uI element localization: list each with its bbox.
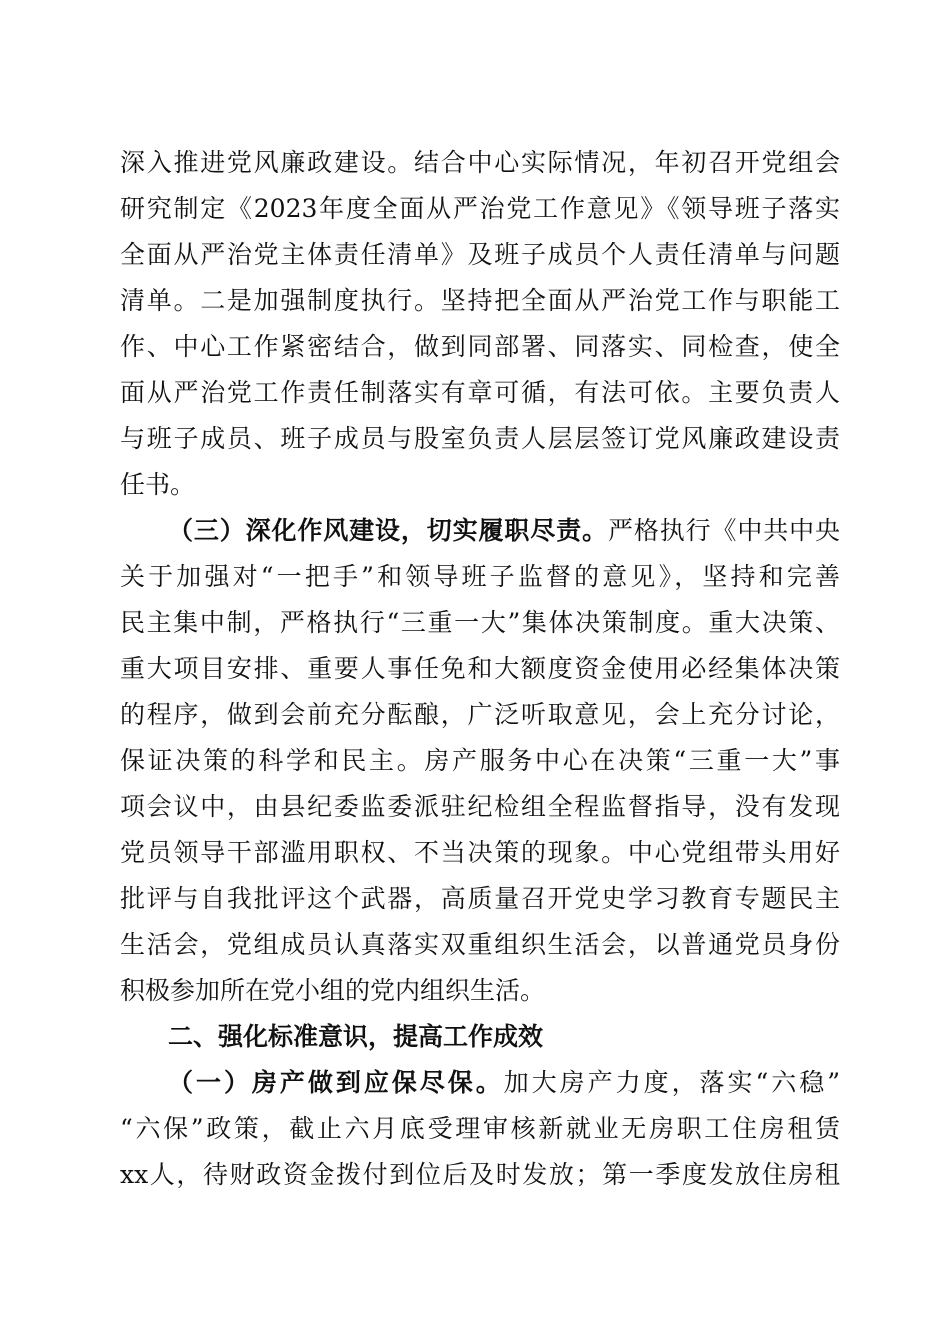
para2-line-10: 生活会，党组成员认真落实双重组织生活会，以普通党员身份 — [120, 930, 840, 959]
para3-heading: （一）房产做到应保尽保。 — [168, 1068, 504, 1097]
para2-first-line-rest: 严格执行《中共中央 — [607, 516, 840, 545]
para2-line-5: 的程序，做到会前充分酝酿，广泛听取意见，会上充分讨论， — [120, 700, 840, 729]
para2-line-9: 批评与自我批评这个武器，高质量召开党史学习教育专题民主 — [120, 884, 840, 913]
para2-heading: （三）深化作风建设，切实履职尽责。 — [168, 516, 608, 545]
para1-line-3: 全面从严治党主体责任清单》及班子成员个人责任清单与问题 — [120, 240, 840, 269]
para2-line-6: 保证决策的科学和民主。房产服务中心在决策“三重一大”事 — [120, 746, 840, 775]
para2-line-3: 民主集中制，严格执行“三重一大”集体决策制度。重大决策、 — [120, 608, 840, 637]
para3-line-1 — [168, 1063, 840, 1103]
para2-line-1 — [168, 511, 840, 551]
para2-line-8: 党员领导干部滥用职权、不当决策的现象。中心党组带头用好 — [120, 838, 840, 867]
para2-line-2: 关于加强对“一把手”和领导班子监督的意见》，坚持和完善 — [120, 562, 840, 591]
para2-line-4: 重大项目安排、重要人事任免和大额度资金使用必经集体决策 — [120, 654, 840, 683]
para1-line-1: 深入推进党风廉政建设。结合中心实际情况，年初召开党组会 — [120, 148, 840, 177]
para1-line-8: 任书。 — [120, 470, 196, 499]
para2-line-7: 项会议中，由县纪委监委派驻纪检组全程监督指导，没有发现 — [120, 792, 840, 821]
section2-heading: 二、强化标准意识，提高工作成效 — [168, 1022, 544, 1051]
para3-first-line-rest: 加大房产力度，落实“六稳” — [503, 1068, 840, 1097]
para1-line-6: 面从严治党工作责任制落实有章可循，有法可依。主要负责人 — [120, 378, 840, 407]
para1-line-7: 与班子成员、班子成员与股室负责人层层签订党风廉政建设责 — [120, 424, 840, 453]
para3-line-3: xx人，待财政资金拨付到位后及时发放；第一季度发放住房租 — [120, 1160, 840, 1189]
para1-line-2: 研究制定《2023年度全面从严治党工作意见》《领导班子落实 — [120, 194, 840, 223]
para2-line-11: 积极参加所在党小组的党内组织生活。 — [120, 976, 546, 1005]
para1-line-5: 作、中心工作紧密结合，做到同部署、同落实、同检查，使全 — [120, 332, 840, 361]
para3-line-2: “六保”政策，截止六月底受理审核新就业无房职工住房租赁 — [120, 1114, 840, 1143]
para1-line-4: 清单。二是加强制度执行。坚持把全面从严治党工作与职能工 — [120, 286, 840, 315]
